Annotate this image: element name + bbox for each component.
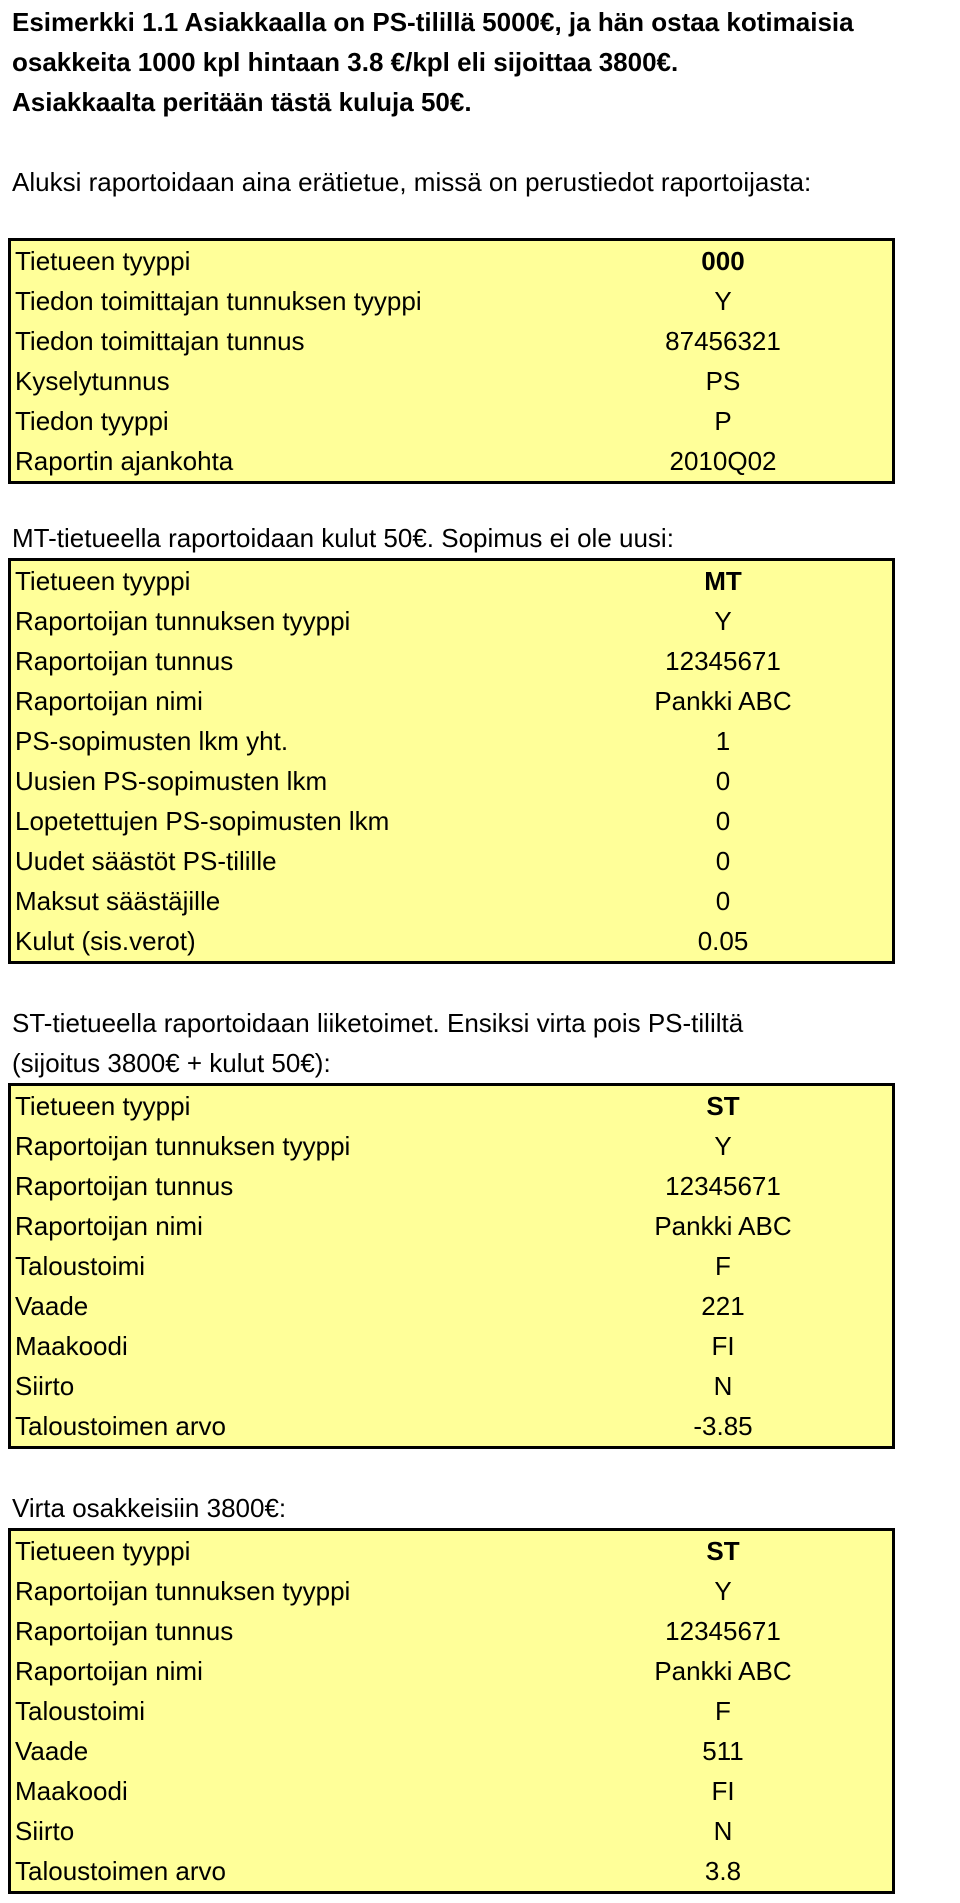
- field-value: ST: [706, 1091, 740, 1121]
- record-row: [11, 1771, 892, 1811]
- record-row: [11, 1571, 892, 1611]
- field-value: F: [715, 1251, 731, 1281]
- record-row: [11, 561, 892, 601]
- field-value: FI: [711, 1331, 735, 1361]
- field-label: Kulut (sis.verot): [15, 926, 196, 956]
- record-row: [11, 1811, 892, 1851]
- field-label: Lopetettujen PS-sopimusten lkm: [15, 806, 390, 836]
- field-value: Y: [714, 286, 732, 316]
- mt-caption: MT-tietueella raportoidaan kulut 50€. Sopimus ei ole uusi:: [12, 523, 674, 553]
- record-row: [11, 361, 892, 401]
- field-value: N: [713, 1816, 733, 1846]
- field-label: Siirto: [15, 1371, 75, 1401]
- field-value: 0.05: [697, 926, 749, 956]
- field-value: 0: [715, 806, 731, 836]
- record-row: [11, 1126, 892, 1166]
- field-label: Raportoijan tunnus: [15, 1616, 234, 1646]
- heading-line-2: osakkeita 1000 kpl hintaan 3.8 €/kpl eli sijoittaa 3800€.: [12, 47, 679, 77]
- record-row: [11, 1086, 892, 1126]
- field-label: Taloustoimen arvo: [15, 1856, 226, 1886]
- record-row: [11, 681, 892, 721]
- field-label: Maakoodi: [15, 1776, 128, 1806]
- batch-record-box: [8, 238, 895, 484]
- record-row: [11, 1166, 892, 1206]
- field-label: Raportoijan nimi: [15, 1211, 203, 1241]
- record-row: [11, 641, 892, 681]
- record-row: [11, 761, 892, 801]
- example-heading: [12, 2, 952, 122]
- field-value: Y: [714, 1576, 732, 1606]
- record-row: [11, 1731, 892, 1771]
- field-value: P: [714, 406, 732, 436]
- field-label: Siirto: [15, 1816, 75, 1846]
- heading-line-3: Asiakkaalta peritään tästä kuluja 50€.: [12, 87, 472, 117]
- field-label: Raportin ajankohta: [15, 446, 234, 476]
- field-value: Pankki ABC: [654, 1656, 792, 1686]
- field-value: ST: [706, 1536, 740, 1566]
- record-row: [11, 281, 892, 321]
- field-label: Kyselytunnus: [15, 366, 170, 396]
- record-row: [11, 601, 892, 641]
- record-row: [11, 1286, 892, 1326]
- field-value: Pankki ABC: [654, 1211, 792, 1241]
- field-label: Raportoijan tunnuksen tyyppi: [15, 606, 351, 636]
- field-value: 0: [715, 846, 731, 876]
- record-row: [11, 241, 892, 281]
- field-label: Maakoodi: [15, 1331, 128, 1361]
- field-label: Raportoijan tunnuksen tyyppi: [15, 1576, 351, 1606]
- record-row: [11, 321, 892, 361]
- field-label: Raportoijan tunnuksen tyyppi: [15, 1131, 351, 1161]
- field-label: Tietueen tyyppi: [15, 246, 191, 276]
- field-value: 000: [701, 246, 745, 276]
- field-value: 511: [702, 1736, 744, 1766]
- field-value: F: [715, 1696, 731, 1726]
- field-value: Pankki ABC: [654, 686, 792, 716]
- record-row: [11, 1531, 892, 1571]
- field-value: 12345671: [665, 646, 781, 676]
- field-label: Tietueen tyyppi: [15, 566, 191, 596]
- record-row: [11, 1691, 892, 1731]
- field-value: FI: [711, 1776, 735, 1806]
- field-label: Tiedon toimittajan tunnus: [15, 326, 305, 356]
- field-label: Raportoijan tunnus: [15, 646, 234, 676]
- field-label: Tietueen tyyppi: [15, 1091, 191, 1121]
- st1-caption-line-1: ST-tietueella raportoidaan liiketoimet. Ensiksi virta pois PS-tililtä: [12, 1008, 744, 1038]
- field-label: Raportoijan nimi: [15, 1656, 203, 1686]
- record-row: [11, 721, 892, 761]
- record-row: [11, 921, 892, 961]
- field-value: PS: [705, 366, 741, 396]
- field-value: -3.85: [693, 1411, 753, 1441]
- field-label: Tiedon tyyppi: [15, 406, 169, 436]
- field-label: PS-sopimusten lkm yht.: [15, 726, 289, 756]
- field-label: Maksut säästäjille: [15, 886, 221, 916]
- mt-record-box: [8, 558, 895, 964]
- field-label: Tiedon toimittajan tunnuksen tyyppi: [15, 286, 422, 316]
- field-value: 87456321: [665, 326, 781, 356]
- field-value: 0: [715, 766, 731, 796]
- field-value: Y: [714, 1131, 732, 1161]
- st1-record-box: [8, 1083, 895, 1449]
- field-value: 221: [701, 1291, 745, 1321]
- field-value: MT: [704, 566, 742, 596]
- field-value: 3.8: [704, 1856, 742, 1886]
- record-row: [11, 1246, 892, 1286]
- field-label: Taloustoimi: [15, 1696, 146, 1726]
- heading-line-1: Esimerkki 1.1 Asiakkaalla on PS-tilillä 5000€, ja hän ostaa kotimaisia: [12, 7, 854, 37]
- field-value: 2010Q02: [669, 446, 777, 476]
- st2-caption: Virta osakkeisiin 3800€:: [12, 1493, 287, 1523]
- field-label: Tietueen tyyppi: [15, 1536, 191, 1566]
- intro-text: Aluksi raportoidaan aina erätietue, missä on perustiedot raportoijasta:: [12, 167, 812, 197]
- field-label: Vaade: [15, 1291, 89, 1321]
- record-row: [11, 801, 892, 841]
- record-row: [11, 1406, 892, 1446]
- field-label: Taloustoimi: [15, 1251, 146, 1281]
- record-row: [11, 1206, 892, 1246]
- field-label: Raportoijan tunnus: [15, 1171, 234, 1201]
- record-row: [11, 1611, 892, 1651]
- st1-caption-line-2: (sijoitus 3800€ + kulut 50€):: [12, 1048, 331, 1078]
- record-row: [11, 1651, 892, 1691]
- record-row: [11, 1366, 892, 1406]
- record-row: [11, 441, 892, 481]
- field-value: 1: [715, 726, 731, 756]
- record-row: [11, 1851, 892, 1891]
- field-value: 12345671: [665, 1171, 781, 1201]
- field-label: Vaade: [15, 1736, 89, 1766]
- st2-record-box: [8, 1528, 895, 1894]
- field-value: 0: [715, 886, 731, 916]
- field-label: Uudet säästöt PS-tilille: [15, 846, 277, 876]
- record-row: [11, 401, 892, 441]
- field-value: N: [713, 1371, 733, 1401]
- field-label: Raportoijan nimi: [15, 686, 203, 716]
- field-label: Uusien PS-sopimusten lkm: [15, 766, 328, 796]
- field-label: Taloustoimen arvo: [15, 1411, 226, 1441]
- record-row: [11, 841, 892, 881]
- record-row: [11, 1326, 892, 1366]
- field-value: Y: [714, 606, 732, 636]
- record-row: [11, 881, 892, 921]
- field-value: 12345671: [665, 1616, 781, 1646]
